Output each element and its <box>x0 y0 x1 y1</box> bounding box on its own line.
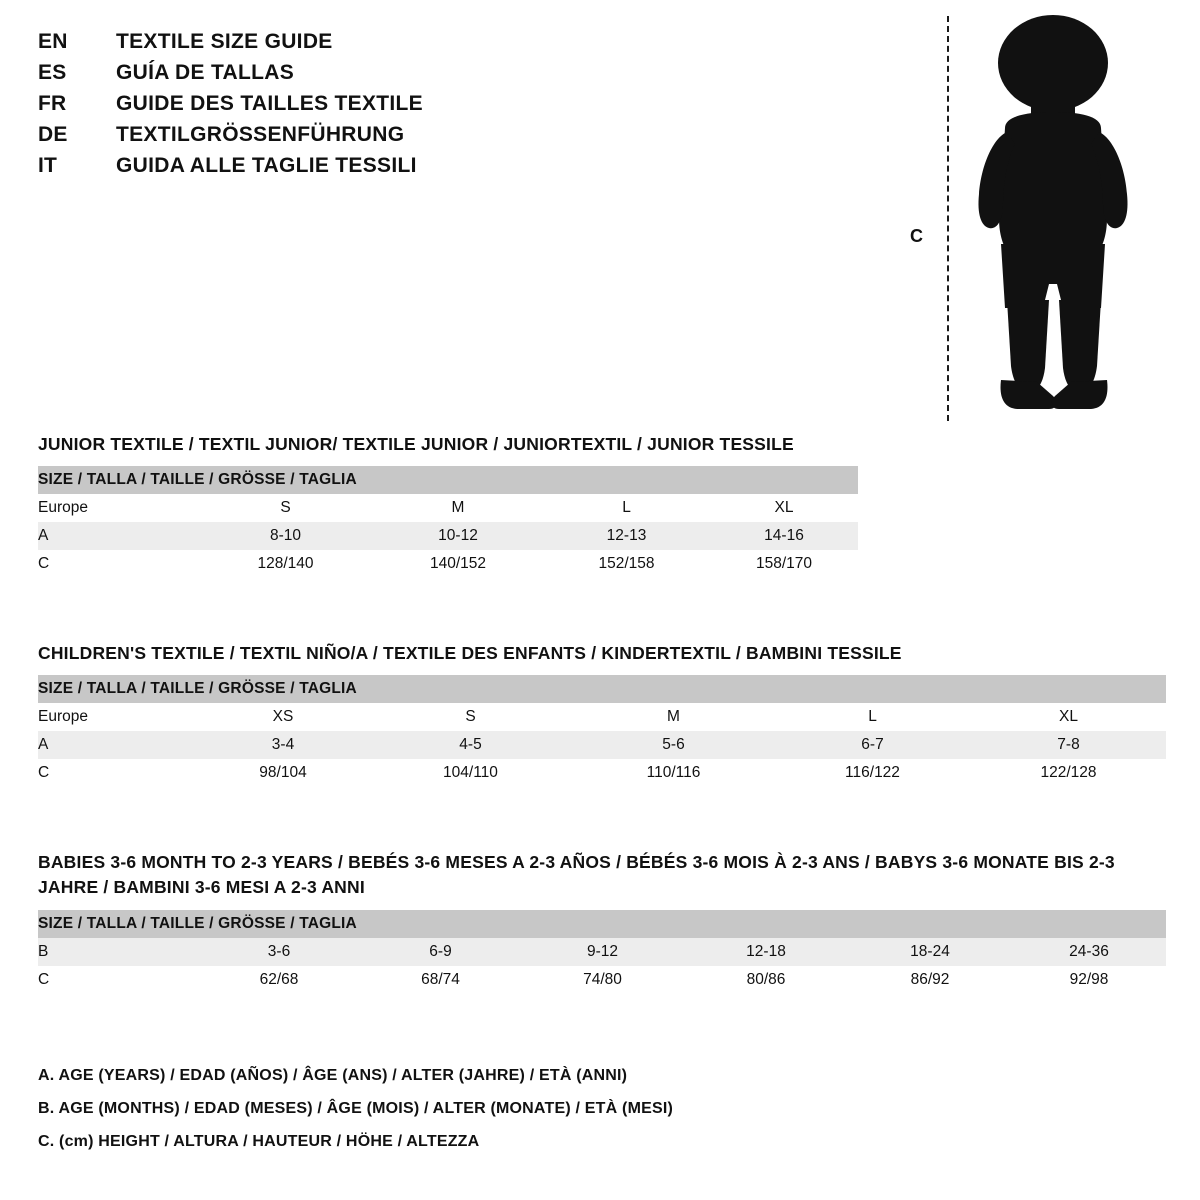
legend-note: A. AGE (YEARS) / EDAD (AÑOS) / ÂGE (ANS) / ALTER (JAHRE) / ETÀ (ANNI) <box>38 1067 628 1084</box>
table-row <box>38 759 1166 787</box>
height-measure-figure <box>900 8 1160 428</box>
band-label: SIZE / TALLA / TAILLE / GRÖSSE / TAGLIA <box>38 680 357 698</box>
table-cell: 24-36 <box>1069 942 1109 960</box>
column-header: L <box>868 708 877 726</box>
column-header: M <box>667 708 680 726</box>
table-header-row <box>38 703 1166 731</box>
table-cell: 152/158 <box>598 555 655 573</box>
table-band-row <box>38 910 1166 938</box>
table-cell: 92/98 <box>1069 970 1109 988</box>
table-band-row <box>38 466 858 494</box>
table-cell: 18-24 <box>910 942 950 960</box>
header-label: Europe <box>38 499 88 517</box>
table-row <box>38 966 1166 994</box>
column-header: XS <box>272 708 294 726</box>
language-title: TEXTILE SIZE GUIDE <box>116 30 333 53</box>
table-cell: 128/140 <box>257 555 314 573</box>
legend-note: C. (cm) HEIGHT / ALTURA / HAUTEUR / HÖHE / ALTEZZA <box>38 1133 480 1150</box>
section-title: CHILDREN'S TEXTILE / TEXTIL NIÑO/A / TEXTILE DES ENFANTS / KINDERTEXTIL / BAMBINI TESSILE <box>38 643 902 663</box>
row-label: A <box>38 527 49 545</box>
junior-size-table <box>38 466 858 578</box>
table-row <box>38 522 858 550</box>
row-label: C <box>38 555 50 573</box>
table-cell: 98/104 <box>259 764 307 782</box>
column-header: XL <box>774 499 794 517</box>
table-cell: 122/128 <box>1040 764 1097 782</box>
children-size-table <box>38 675 1166 787</box>
table-row <box>38 731 1166 759</box>
table-header-row <box>38 494 858 522</box>
column-header: L <box>622 499 631 517</box>
language-row <box>38 154 738 185</box>
table-cell: 6-9 <box>429 942 452 960</box>
table-cell: 74/80 <box>583 970 622 988</box>
row-label: C <box>38 970 50 988</box>
language-code: DE <box>38 123 68 146</box>
header-label: Europe <box>38 708 88 726</box>
table-cell: 140/152 <box>429 555 487 573</box>
legend-notes <box>38 1068 1138 1167</box>
language-row <box>38 92 738 123</box>
column-header: XL <box>1059 708 1078 726</box>
row-label: C <box>38 764 50 782</box>
language-title: GUIDE DES TAILLES TEXTILE <box>116 92 423 115</box>
table-row <box>38 938 1166 966</box>
section-children-textile <box>38 641 1166 787</box>
language-row <box>38 123 738 154</box>
language-title: GUIDA ALLE TAGLIE TESSILI <box>116 154 417 177</box>
table-cell: 104/110 <box>443 764 498 782</box>
language-row <box>38 61 738 92</box>
section-junior-textile <box>38 432 1166 578</box>
section-title: JUNIOR TEXTILE / TEXTIL JUNIOR/ TEXTILE JUNIOR / JUNIORTEXTIL / JUNIOR TESSILE <box>38 434 794 454</box>
language-code: IT <box>38 154 58 177</box>
legend-note: B. AGE (MONTHS) / EDAD (MESES) / ÂGE (MOIS) / ALTER (MONATE) / ETÀ (MESI) <box>38 1100 674 1117</box>
table-cell: 110/116 <box>646 764 701 782</box>
row-label: B <box>38 942 49 960</box>
table-cell: 12-18 <box>746 942 786 960</box>
row-label: A <box>38 736 49 754</box>
table-cell: 10-12 <box>438 527 478 545</box>
height-measure-label: C <box>910 226 923 246</box>
table-cell: 12-13 <box>606 527 647 545</box>
table-cell: 158/170 <box>755 555 813 573</box>
band-label: SIZE / TALLA / TAILLE / GRÖSSE / TAGLIA <box>38 471 357 489</box>
table-cell: 14-16 <box>764 527 804 545</box>
language-code: EN <box>38 30 68 53</box>
language-code: ES <box>38 61 67 84</box>
language-row <box>38 30 738 61</box>
band-label: SIZE / TALLA / TAILLE / GRÖSSE / TAGLIA <box>38 914 357 932</box>
section-babies-textile <box>38 850 1166 994</box>
language-title: GUÍA DE TALLAS <box>116 61 295 84</box>
table-cell: 3-6 <box>267 942 291 960</box>
column-header: M <box>451 499 465 517</box>
table-band-row <box>38 675 1166 703</box>
language-title: TEXTILGRÖSSENFÜHRUNG <box>116 123 405 146</box>
table-cell: 9-12 <box>586 942 619 960</box>
column-header: S <box>280 499 291 517</box>
language-code: FR <box>38 92 67 115</box>
table-cell: 68/74 <box>421 970 460 988</box>
language-header-block <box>38 30 738 185</box>
table-cell: 62/68 <box>259 970 299 988</box>
table-cell: 6-7 <box>861 736 884 754</box>
table-cell: 86/92 <box>910 970 950 988</box>
table-cell: 116/122 <box>845 764 900 782</box>
table-cell: 80/86 <box>746 970 786 988</box>
table-cell: 5-6 <box>662 736 685 754</box>
table-row <box>38 550 858 578</box>
child-silhouette-icon <box>945 8 1160 423</box>
section-title: BABIES 3-6 MONTH TO 2-3 YEARS / BEBÉS 3-6 MESES A 2-3 AÑOS / BÉBÉS 3-6 MOIS À 2-3 ANS / BABYS 3-6 MONATE BIS 2-3 JAHRE / BAMBINI 3-6 MESI A 2-3 ANNI <box>38 852 1115 898</box>
table-cell: 7-8 <box>1057 736 1080 754</box>
babies-size-table <box>38 910 1166 994</box>
table-cell: 4-5 <box>459 736 482 754</box>
column-header: S <box>465 708 476 726</box>
table-cell: 8-10 <box>269 527 302 545</box>
table-cell: 3-4 <box>271 736 295 754</box>
